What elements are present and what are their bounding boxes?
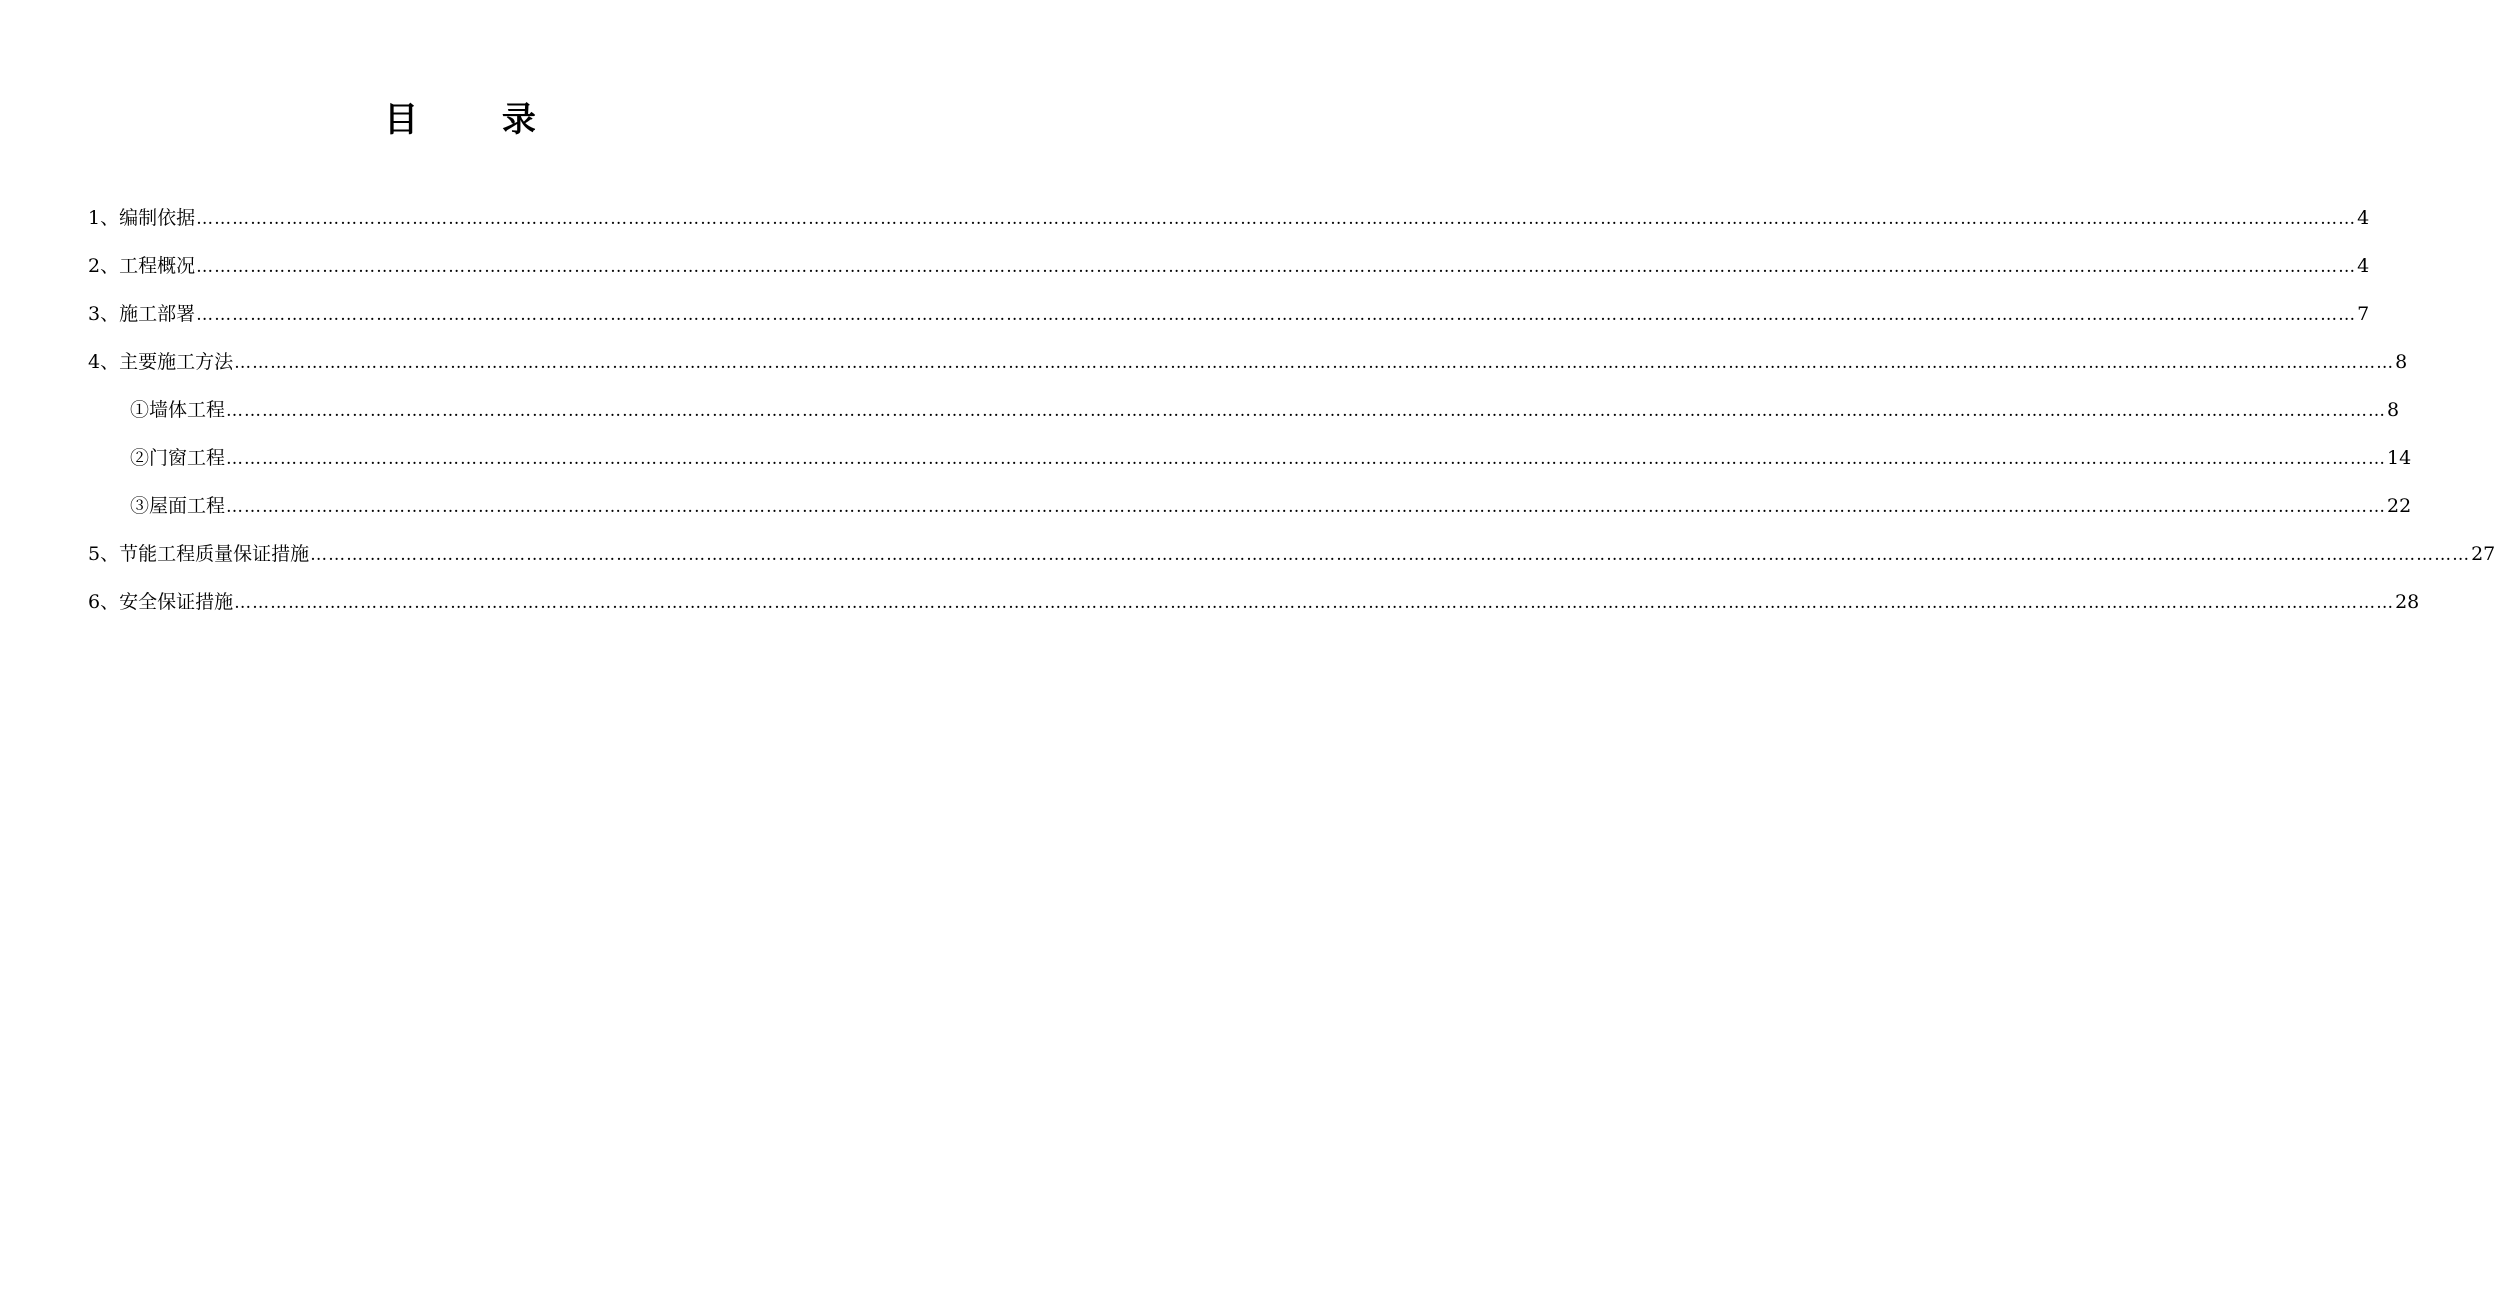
toc-entry-label: 2、工程概况 [88, 255, 196, 277]
toc-entry-4[interactable] [88, 347, 2408, 377]
toc-leader-dots: ……………………………………………………………………………………………………………………………………………………………………………………………………………………………………………………………………………………………………………………………… [226, 401, 2387, 421]
toc-leader-dots: ……………………………………………………………………………………………………………………………………………………………………………………………………………………………………………………………………………………………………………………………… [226, 497, 2387, 517]
toc-entry-label: 5、节能工程质量保证措施 [88, 543, 310, 565]
toc-entry-page: 7 [2357, 303, 2370, 325]
toc-entry-page: 14 [2387, 447, 2412, 469]
toc-entry-page: 4 [2357, 207, 2370, 229]
toc-subentry-2[interactable] [130, 443, 2412, 473]
toc-entry-page: 22 [2387, 495, 2412, 517]
toc-entry-page: 4 [2357, 255, 2370, 277]
toc-subentry-3[interactable] [130, 491, 2412, 521]
toc-entry-label: ①墙体工程 [130, 399, 226, 421]
toc-leader-dots: ……………………………………………………………………………………………………………………………………………………………………………………………………………………………………………………………………………………………………………………………… [234, 353, 2395, 373]
toc-entry-page: 8 [2395, 351, 2408, 373]
toc-entry-label: ②门窗工程 [130, 447, 226, 469]
toc-entry-label: 3、施工部署 [88, 303, 196, 325]
toc-entry-5[interactable] [88, 539, 2495, 569]
toc-title: 目 录 [384, 100, 572, 140]
toc-entry-page: 27 [2471, 543, 2495, 565]
toc-entry-6[interactable] [88, 587, 2420, 617]
toc-leader-dots: ……………………………………………………………………………………………………………………………………………………………………………………………………………………………………………………………………………………………………………………………… [234, 593, 2395, 613]
toc-entry-2[interactable] [88, 251, 2370, 281]
toc-subentry-1[interactable] [130, 395, 2400, 425]
toc-entry-page: 8 [2387, 399, 2400, 421]
toc-leader-dots: ……………………………………………………………………………………………………………………………………………………………………………………………………………………………………………………………………………………………………………………………… [196, 257, 2357, 277]
toc-entry-label: 1、编制依据 [88, 207, 196, 229]
toc-entry-3[interactable] [88, 299, 2370, 329]
toc-leader-dots: ……………………………………………………………………………………………………………………………………………………………………………………………………………………………………………………………………………………………………………………………… [196, 209, 2357, 229]
toc-leader-dots: ……………………………………………………………………………………………………………………………………………………………………………………………………………………………………………………………………………………………………………………………… [226, 449, 2387, 469]
toc-leader-dots: ……………………………………………………………………………………………………………………………………………………………………………………………………………………………………………………………………………………………………………………………… [310, 545, 2471, 565]
toc-entry-1[interactable] [88, 203, 2370, 233]
toc-entry-page: 28 [2395, 591, 2420, 613]
toc-leader-dots: ……………………………………………………………………………………………………………………………………………………………………………………………………………………………………………………………………………………………………………………………… [196, 305, 2357, 325]
toc-entry-label: 4、主要施工方法 [88, 351, 234, 373]
toc-entry-label: 6、安全保证措施 [88, 591, 234, 613]
toc-entry-label: ③屋面工程 [130, 495, 226, 517]
